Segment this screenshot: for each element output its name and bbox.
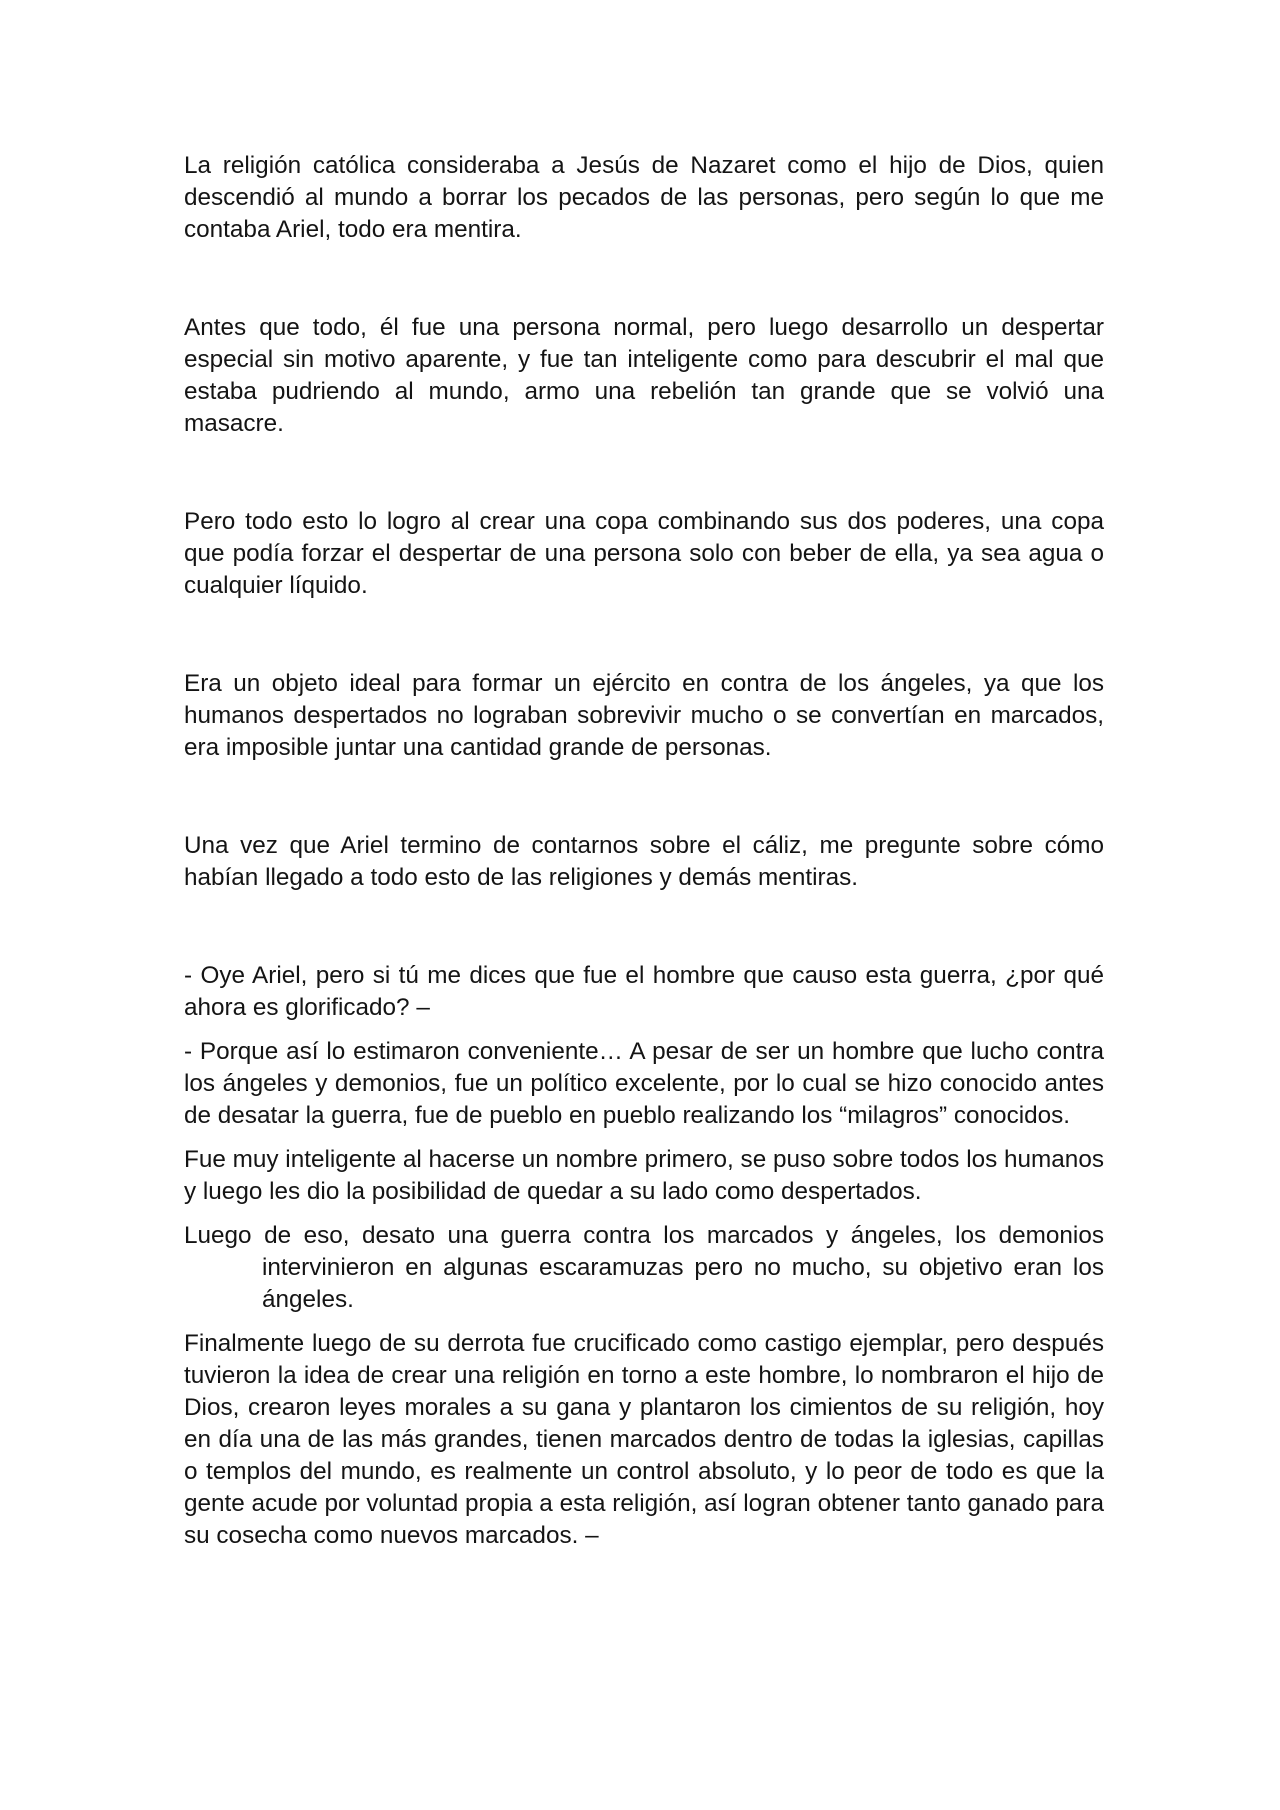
paragraph-2: Antes que todo, él fue una persona normal, pero luego desarrollo un despertar especial sin motivo aparente, y fue tan inteligente como para descubrir el mal que estaba pudriendo al mundo, armo una rebelión tan grande que se volvió una masacre.: [184, 314, 1104, 437]
dialogue-question: - Oye Ariel, pero si tú me dices que fue el hombre que causo esta guerra, ¿por qué ahora es glorificado? –: [184, 962, 1104, 1021]
paragraph-5: Una vez que Ariel termino de contarnos sobre el cáliz, me pregunte sobre cómo habían llegado a todo esto de las religiones y demás mentiras.: [184, 832, 1104, 891]
paragraph-4: Era un objeto ideal para formar un ejército en contra de los ángeles, ya que los humanos despertados no lograban sobrevivir mucho o se convertían en marcados, era imposible juntar una cantidad grande de personas.: [184, 670, 1104, 761]
paragraph-1: La religión católica consideraba a Jesús de Nazaret como el hijo de Dios, quien descendió al mundo a borrar los pecados de las personas, pero según lo que me contaba Ariel, todo era mentira.: [184, 152, 1104, 243]
paragraph-3: Pero todo esto lo logro al crear una copa combinando sus dos poderes, una copa que podía forzar el despertar de una persona solo con beber de ella, ya sea agua o cualquier líquido.: [184, 508, 1104, 599]
dialogue-answer: - Porque así lo estimaron conveniente… A pesar de ser un hombre que lucho contra los ángeles y demonios, fue un político excelente, por lo cual se hizo conocido antes de desatar la guerra, fue de pueblo en pueblo realizando los “milagros” conocidos.: [184, 1038, 1104, 1129]
paragraph-8: Fue muy inteligente al hacerse un nombre primero, se puso sobre todos los humanos y luego les dio la posibilidad de quedar a su lado como despertados.: [184, 1146, 1104, 1205]
paragraph-9: Luego de eso, desato una guerra contra los marcados y ángeles, los demonios intervinieron en algunas escaramuzas pero no mucho, su objetivo eran los ángeles.: [184, 1222, 1104, 1313]
document-body: [184, 150, 1104, 1552]
paragraph-10: Finalmente luego de su derrota fue crucificado como castigo ejemplar, pero después tuvieron la idea de crear una religión en torno a este hombre, lo nombraron el hijo de Dios, crearon leyes morales a su gana y plantaron los cimientos de su religión, hoy en día una de las más grandes, tienen marcados dentro de todas la iglesias, capillas o templos del mundo, es realmente un control absoluto, y lo peor de todo es que la gente acude por voluntad propia a esta religión, así logran obtener tanto ganado para su cosecha como nuevos marcados. –: [184, 1330, 1104, 1549]
